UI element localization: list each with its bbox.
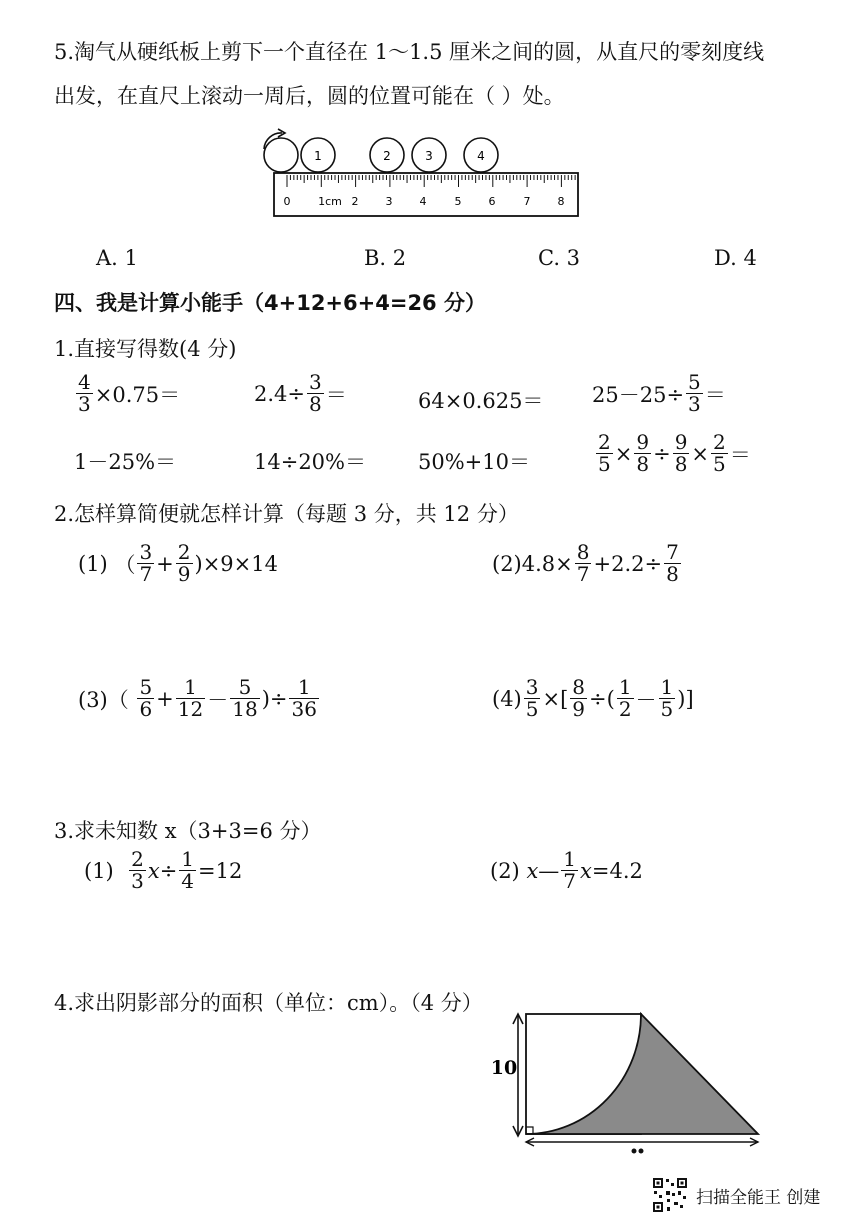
dimension-label: 10: [490, 1057, 518, 1079]
option-a: A. 1: [96, 246, 138, 270]
q1-expr-8: $\frac{2}{5}$ × $\frac{9}{8}$ ÷ $\frac{9}{8}$ × $\frac{2}{5}$ ＝: [598, 430, 751, 476]
q3-problem-1: (1) $\frac{2}{3}$ x ÷ $\frac{1}{4}$ =12: [84, 847, 243, 893]
q5-line1: 5.淘气从硬纸板上剪下一个直径在 1～1.5 厘米之间的圆，从直尺的零刻度线: [54, 40, 765, 64]
q4-title: 4.求出阴影部分的面积（单位：cm）。（4 分）: [54, 991, 483, 1015]
q2-problem-3: (3)（ $\frac{5}{6}$ + $\frac{1}{12}$ － $\frac{5}{18}$ )÷ $\frac{1}{36}$: [78, 675, 317, 721]
ruler-label: 4: [419, 195, 427, 208]
circle-label-4: 4: [477, 149, 485, 163]
q1-expr-3: 64×0.625＝: [418, 389, 544, 413]
q1-expr-4: 25－25÷ $\frac{5}{3}$ ＝: [592, 370, 726, 416]
section-title: 四、我是计算小能手（4+12+6+4=26 分）: [54, 291, 486, 315]
option-b: B. 2: [364, 246, 407, 270]
shaded-area-figure: [484, 1008, 766, 1158]
q2-problem-2: (2)4.8× $\frac{8}{7}$ +2.2÷ $\frac{7}{8}$: [492, 540, 679, 586]
ruler-label: 8: [557, 195, 565, 208]
shaded-region: [526, 1014, 758, 1134]
circle-label-2: 2: [383, 149, 391, 163]
q1-expr-1: $\frac{4}{3}$ ×0.75＝: [78, 370, 181, 416]
ruler-diagram: [252, 125, 584, 220]
ruler-label: 2: [351, 195, 359, 208]
q3-title: 3.求未知数 x（3+3=6 分）: [54, 819, 322, 843]
ruler-label: 3: [385, 195, 393, 208]
circle-label-3: 3: [425, 149, 433, 163]
q1-expr-7: 50%+10＝: [418, 450, 530, 474]
ruler-label: 6: [488, 195, 496, 208]
option-c: C. 3: [538, 246, 581, 270]
q2-problem-1: (1) （ $\frac{3}{7}$ + $\frac{2}{9}$ )×9×14: [78, 540, 278, 586]
ruler-label: 5: [454, 195, 462, 208]
q3-problem-2: (2) x — $\frac{1}{7}$ x =4.2: [490, 847, 643, 893]
ruler-label: 1cm: [318, 195, 342, 208]
q5-line2: 出发，在直尺上滚动一周后，圆的位置可能在（ ）处。: [54, 84, 565, 108]
watermark-text: 扫描全能王 创建: [696, 1188, 821, 1208]
ruler-label: 0: [283, 195, 291, 208]
start-circle: [264, 138, 298, 172]
circle-label-1: 1: [314, 149, 322, 163]
q1-expr-6: 14÷20%＝: [254, 450, 366, 474]
q2-problem-4: (4) $\frac{3}{5}$ ×[ $\frac{8}{9}$ ÷( $\frac{1}{2}$ － $\frac{1}{5}$ )]: [492, 675, 694, 721]
ruler-label: 7: [523, 195, 531, 208]
option-d: D. 4: [714, 246, 757, 270]
qr-code-icon: [652, 1177, 688, 1213]
q1-expr-2: 2.4÷ $\frac{3}{8}$ ＝: [254, 370, 347, 416]
q1-title: 1.直接写得数(4 分): [54, 337, 237, 361]
q2-title: 2.怎样算简便就怎样计算（每题 3 分，共 12 分）: [54, 502, 519, 526]
q1-expr-5: 1－25%＝: [74, 450, 177, 474]
